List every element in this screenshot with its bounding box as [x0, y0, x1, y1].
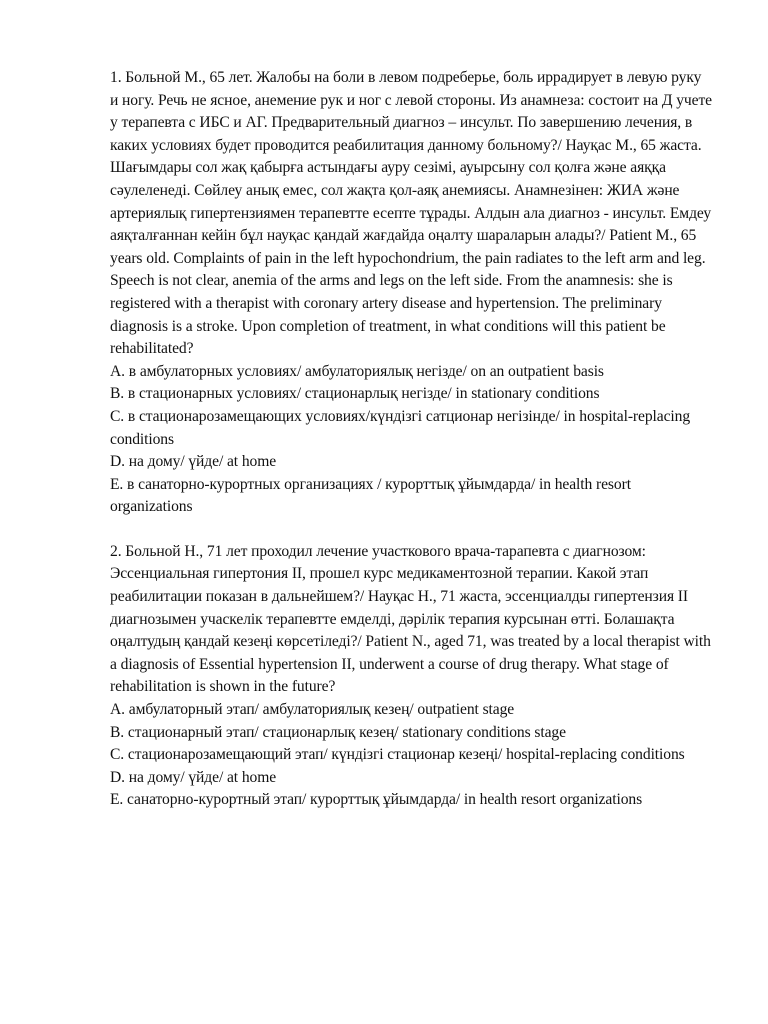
question-2-option-a: A. амбулаторный этап/ амбулаториялық кезең/ outpatient stage	[110, 701, 515, 719]
question-1-option-d: D. на дому/ үйде/ at home	[110, 453, 277, 471]
question-2	[110, 541, 712, 812]
question-1-option-b: B. в стационарных условиях/ стационарлық негізде/ in stationary conditions	[110, 385, 600, 403]
question-2-option-b: B. стационарный этап/ стационарлық кезең/ stationary conditions stage	[110, 723, 566, 741]
question-2-option-c: C. стационарозамещающий этап/ күндізгі стационар кезеңі/ hospital-replacing conditions	[110, 746, 685, 764]
question-2-stem: 2. Больной Н., 71 лет проходил лечение участкового врача-тарапевта с диагнозом: Эссенциальная гипертония II, прошел курс медикаментозной терапии. Какой этап реабилитации показан в дальнейшем?/ Науқас Н., 71 жаста, эссенциалды гипертензия II диагнозымен учаскелік терапевтте емделді, дәрілік терапия курсынан өтті. Болашақта оңалтудың қандай кезеңі көрсетіледі?/ Patient N., aged 71, was treated by a local therapist with a diagnosis of Essential hypertension II, underwent a course of drug therapy. What stage of rehabilitation is shown in the future?	[110, 542, 711, 696]
question-1-option-c: C. в стационарозамещающих условиях/күндізгі сатционар негізінде/ in hospital-replacing conditions	[110, 407, 691, 448]
question-1	[110, 67, 712, 519]
question-2-option-e: E. санаторно-курортный этап/ курорттық ұйымдарда/ in health resort organizations	[110, 791, 643, 809]
question-1-option-e: E. в санаторно-курортных организациях / курорттық ұйымдарда/ in health resort organizations	[110, 475, 631, 516]
question-2-option-d: D. на дому/ үйде/ at home	[110, 768, 277, 786]
question-1-option-a: A. в амбулаторных условиях/ амбулаториялық негізде/ on an outpatient basis	[110, 362, 604, 380]
question-1-stem: 1. Больной М., 65 лет. Жалобы на боли в левом подреберье, боль иррадирует в левую руку и ногу. Речь не ясное, анемение рук и ног с левой стороны. Из анамнеза: состоит на Д учете у терапевта с ИБС и АГ. Предварительный диагноз – инсульт. По завершению лечения, в каких условиях будет проводится реабилитация данному больному?/ Науқас М., 65 жаста. Шағымдары сол жақ қабырға астындағы ауру сезімі, ауырсыну сол қолға және аяққа сәулеленеді. Сөйлеу анық емес, сол жақта қол-аяқ анемиясы. Анамнезінен: ЖИА және артериялық гипертензиямен терапевтте есепте тұрады. Алдын ала диагноз - инсульт. Емдеу аяқталғаннан кейін бұл науқас қандай жағдайда оңалту шараларын алады?/ Patient M., 65 years old. Complaints of pain in the left hypochondrium, the pain radiates to the left arm and leg. Speech is not clear, anemia of the arms and legs on the left side. From the anamnesis: she is registered with a therapist with coronary artery disease and hypertension. The preliminary diagnosis is a stroke. Upon completion of treatment, in what conditions will this patient be rehabilitated?	[110, 69, 712, 358]
